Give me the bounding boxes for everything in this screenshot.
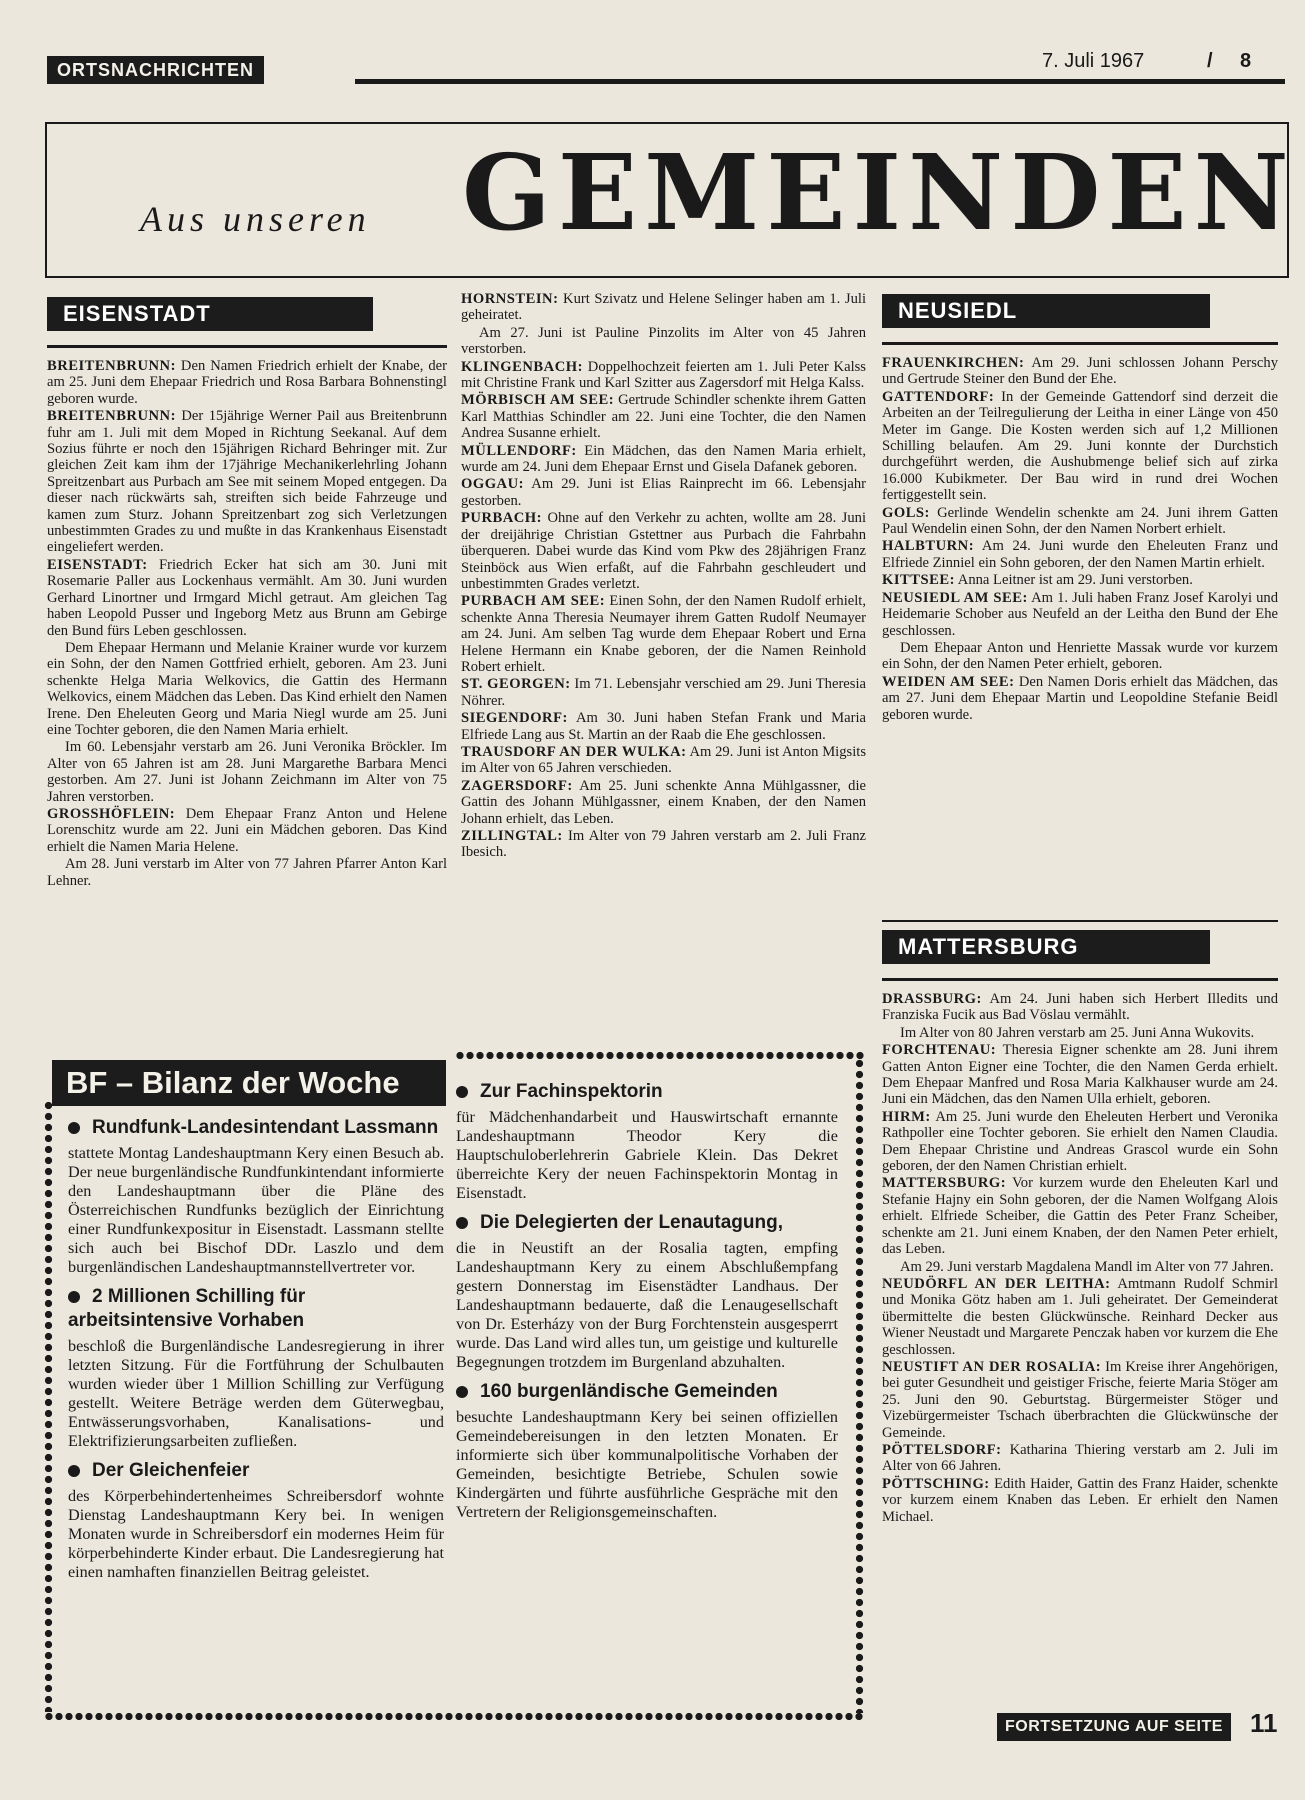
place-name: DRASSBURG:	[882, 991, 982, 1007]
place-name: TRAUSDORF AN DER WULKA:	[461, 743, 687, 760]
news-text: Im Kreise ihrer Angehörigen, bei guter Gesundheit und geistiger Frische, feierte Maria Stöger am 25. Juni den 90. Geburtstag. Bürgermeister Stöger und Vizebürgermeister Tschach überbrachten die Glückwünsche der Gemeinde.	[882, 1358, 1278, 1441]
bf-item-heading	[456, 1211, 838, 1235]
bf-heading-text: Zur Fachinspektorin	[480, 1081, 663, 1102]
neusiedl-item	[882, 355, 1278, 388]
section-heading-neusiedl: NEUSIEDL	[882, 294, 1210, 328]
mattersburg-item	[882, 1025, 1278, 1041]
mattersburg-item	[882, 1175, 1278, 1257]
section-heading-mattersburg: MATTERSBURG	[882, 930, 1210, 964]
mattersburg-item	[882, 1359, 1278, 1441]
bf-heading-text: Die Delegierten der Lenautagung,	[480, 1212, 783, 1233]
neusiedl-item	[882, 389, 1278, 504]
news-text: In der Gemeinde Gattendorf sind derzeit die Arbeiten an der Teilregulierung der Leitha in einer Länge von 450 Meter im Gange. Die Kosten werden sich auf 1,2 Millionen Schilling belaufen. Am 29. Juni konnte der Durchstich durchgeführt werden, die Aushubmenge belief sich auf zirka 16.000 Kubikmeter. Der Bau wird in rund drei Wochen fertiggestellt sein.	[882, 388, 1278, 504]
bf-item-heading	[456, 1380, 838, 1404]
place-name: SIEGENDORF:	[461, 710, 568, 727]
bf-item-heading	[68, 1116, 444, 1140]
column-middle	[461, 291, 866, 862]
middle-item	[461, 476, 866, 509]
banner-title: GEMEINDEN	[462, 131, 1296, 254]
eisenstadt-item	[47, 806, 447, 855]
news-text: Am 24. Juni wurde den Eheleuten Franz und Elfriede Zinniel ein Sohn geboren, der den Namen Martin erhielt.	[882, 538, 1278, 571]
place-name: ST. GEORGEN:	[461, 676, 571, 693]
middle-item	[461, 828, 866, 861]
place-name: PURBACH AM SEE:	[461, 593, 606, 610]
news-text: Am 29. Juni schlossen Johann Perschy und Gertrude Steiner den Bund der Ehe.	[882, 355, 1278, 388]
news-text: Am 29. Juni ist Anton Migsits im Alter von 65 Jahren verschieden.	[461, 743, 866, 777]
header-separator: /	[1207, 50, 1213, 72]
eisenstadt-item	[47, 739, 447, 805]
bullet-icon	[68, 1465, 80, 1477]
bf-heading-text: Rundfunk-Landesintendant Lassmann	[92, 1117, 439, 1138]
mattersburg-item	[882, 1259, 1278, 1275]
banner-subtitle: Aus unseren	[140, 199, 371, 239]
place-name: HALBTURN:	[882, 538, 975, 555]
bf-item-text: die in Neustift an der Rosalia tagten, empfing Landeshauptmann Kery zu einem Abschlußempfang gestern Donnerstag im Eisenstädter Landhaus. Der Landeshauptmann bedauerte, daß die Lenaugesellschaft von Dr. Esterházy von der Burg Forchtenstein ausgesperrt wurde. Das Land wird alles tun, um geistige und kulturelle Begegnungen trotzdem im Burgenland abzuhalten.	[456, 1239, 838, 1371]
news-text: Am 29. Juni verstarb Magdalena Mandl im Alter von 77 Jahren.	[900, 1258, 1274, 1275]
middle-item	[461, 710, 866, 743]
place-name: EISENSTADT:	[47, 556, 148, 573]
place-name: WEIDEN AM SEE:	[882, 673, 1015, 690]
place-name: OGGAU:	[461, 476, 524, 493]
news-text: Dem Ehepaar Anton und Henriette Massak wurde vor kurzem ein Sohn, der den Namen Peter erhielt, geboren.	[882, 639, 1278, 673]
bf-right-column	[456, 1072, 838, 1522]
neusiedl-item	[882, 505, 1278, 538]
section-heading-eisenstadt: EISENSTADT	[47, 297, 373, 331]
bullet-icon	[68, 1291, 80, 1303]
section-rule	[882, 978, 1278, 981]
news-text: Am 25. Juni schenkte Anna Mühlgassner, die Gattin des Johann Mühlgassner, einem Knaben, der den Namen Johann erhielt, das Leben.	[461, 777, 866, 827]
bf-box-title: BF – Bilanz der Woche	[52, 1060, 446, 1106]
middle-item	[461, 443, 866, 476]
place-name: PÖTTELSDORF:	[882, 1441, 1002, 1458]
news-text: Im Alter von 79 Jahren verstarb am 2. Juli Franz Ibesich.	[461, 828, 866, 861]
place-name: ZAGERSDORF:	[461, 777, 573, 794]
place-name: PÖTTSCHING:	[882, 1475, 990, 1492]
middle-item	[461, 744, 866, 777]
news-text: Einen Sohn, der den Namen Rudolf erhielt, schenkte Anna Theresia Neumayer ihrem Gatten Rudolf Neumayer am 24. Juni. Am selben Tag wurde dem Ehepaar Robert und Erna Helene Hermann ein Knabe geboren, der die Namen Reinhold Robert erhielt.	[461, 593, 866, 675]
column-neusiedl	[882, 294, 1278, 724]
mattersburg-item	[882, 1476, 1278, 1525]
news-text: Am 1. Juli haben Franz Josef Karolyi und Heidemarie Schober aus Neufeld an der Leitha den Bund der Ehe geschlossen.	[882, 589, 1279, 639]
eisenstadt-item	[47, 408, 447, 556]
bf-item-text: für Mädchenhandarbeit und Hauswirtschaft ernannte Landeshauptmann Theodor Kery die Hauptschuloberlehrerin Gabriele Klein. Das Dekret überreichte Kery der neuen Fachinspektorin Montag in Eisenstadt.	[456, 1108, 838, 1202]
middle-item	[461, 510, 866, 592]
place-name: GATTENDORF:	[882, 388, 995, 405]
news-text: Kurt Szivatz und Helene Selinger haben am 1. Juli geheiratet.	[461, 291, 866, 324]
mattersburg-item	[882, 1042, 1278, 1108]
place-name: PURBACH:	[461, 510, 543, 527]
news-text: Am 30. Juni haben Stefan Frank und Maria Elfriede Lang aus St. Martin an der Raab die Ehe geschlossen.	[461, 710, 866, 743]
mattersburg-item	[882, 991, 1278, 1024]
news-text: Katharina Thiering verstarb am 2. Juli im Alter von 66 Jahren.	[882, 1441, 1278, 1475]
continuation-note: FORTSETZUNG AUF SEITE	[997, 1713, 1231, 1741]
place-name: NEUSIEDL AM SEE:	[882, 589, 1028, 606]
bf-box-border-right	[855, 1058, 864, 1713]
bf-item-heading	[68, 1459, 444, 1483]
news-text: Im 71. Lebensjahr verschied am 29. Juni Theresia Nöhrer.	[461, 676, 866, 709]
bf-item-heading	[68, 1285, 444, 1333]
neusiedl-item	[882, 590, 1278, 639]
place-name: GOLS:	[882, 504, 930, 521]
eisenstadt-item	[47, 856, 447, 889]
bullet-icon	[456, 1217, 468, 1229]
news-text: Am 25. Juni wurde den Eheleuten Herbert und Veronika Rathpoller eine Tochter geboren. Sie erhielt den Namen Claudia. Dem Ehepaar Christine und Andreas Grascol wurde ein Sohn geboren, der den Namen Christian erhielt.	[882, 1108, 1278, 1175]
news-text: Am 28. Juni verstarb im Alter von 77 Jahren Pfarrer Anton Karl Lehner.	[47, 856, 447, 889]
bf-item-heading	[456, 1080, 838, 1104]
column-eisenstadt	[47, 297, 447, 890]
news-text: Friedrich Ecker hat sich am 30. Juni mit Rosemarie Paller aus Lockenhaus vermählt. Am 30. Juni wurden Gerhard Linortner und Irmgard Michl getraut. Am gleichen Tag haben Leopold Pusser und Ingeborg Metz aus Brunn am Gebirge den Bund fürs Leben geschlossen.	[47, 556, 447, 639]
place-name: HORNSTEIN:	[461, 291, 559, 307]
bf-heading-text: Der Gleichenfeier	[92, 1460, 250, 1481]
bullet-icon	[456, 1386, 468, 1398]
news-text: Edith Haider, Gattin des Franz Haider, schenkte vor kurzem einem Knaben das Leben. Er erhielt den Namen Michael.	[882, 1475, 1278, 1525]
place-name: GROSSHÖFLEIN:	[47, 805, 176, 822]
bf-heading-text: 2 Millionen Schilling für arbeitsintensive Vorhaben	[68, 1286, 306, 1331]
bf-box-border-bottom	[44, 1712, 864, 1721]
bf-heading-text: 160 burgenländische Gemeinden	[480, 1381, 778, 1402]
news-text: Theresia Eigner schenkte am 28. Juni ihrem Gatten Anton Eigner eine Tochter, die den Namen Gerda erhielt. Dem Ehepaar Manfred und Rosa Maria Kalkhauser wurde am 24. Juni ein Mädchen, das den Namen Ulla erhielt, geboren.	[882, 1042, 1278, 1108]
middle-item	[461, 778, 866, 827]
neusiedl-item	[882, 640, 1278, 673]
news-text: Amtmann Rudolf Schmirl und Monika Götz haben am 1. Juli geheiratet. Der Gemeinderat übermittelte die besten Glückwünsche. Reinhard Decker aus Wiener Neustadt und Margarete Penczak haben vor kurzem die Ehe geschlossen.	[882, 1275, 1278, 1358]
news-text: Ein Mädchen, das den Namen Maria erhielt, wurde am 24. Juni dem Ehepaar Ernst und Gisela Dafanek geboren.	[461, 442, 866, 476]
place-name: MATTERSBURG:	[882, 1175, 1007, 1192]
continuation-page: 11	[1250, 1708, 1278, 1738]
place-name: FORCHTENAU:	[882, 1042, 997, 1059]
mattersburg-item	[882, 1276, 1278, 1358]
place-name: KLINGENBACH:	[461, 358, 583, 375]
place-name: BREITENBRUNN:	[47, 358, 176, 374]
neusiedl-item	[882, 674, 1278, 723]
place-name: MÖRBISCH AM SEE:	[461, 392, 615, 409]
news-text: Den Namen Doris erhielt das Mädchen, das am 27. Juni dem Ehepaar Martin und Leopoldine Stefanie Beidl geboren wurde.	[882, 673, 1278, 723]
bf-item-text: besuchte Landeshauptmann Kery bei seinen offiziellen Gemeindebereisungen in den letzten Monaten. Er informierte sich über kommunalpolitische Vorhaben der Gemeinden, besichtigte Betriebe, Schulen sowie Kindergärten und führte ausführliche Gespräche mit den Vertretern der Religionsgemeinschaften.	[456, 1408, 838, 1521]
place-name: NEUDÖRFL AN DER LEITHA:	[882, 1275, 1111, 1292]
bf-item-text: stattete Montag Landeshauptmann Kery einen Besuch ab. Der neue burgenländische Rundfunkintendant informierte den Landeshauptmann über die Pläne des Österreichischen Rundfunks bezüglich der Einrichtung einer Rundfunkexpositur in Eisenstadt. Lassmann stellte sich auch bei Bischof DDr. Laszlo und dem burgenländischen Landeshauptmannstellvertreter vor.	[68, 1144, 444, 1276]
eisenstadt-item	[47, 358, 447, 407]
middle-item	[461, 593, 866, 675]
place-name: MÜLLENDORF:	[461, 442, 577, 459]
neusiedl-item	[882, 538, 1278, 571]
bf-left-column	[68, 1108, 444, 1582]
eisenstadt-item	[47, 640, 447, 738]
place-name: FRAUENKIRCHEN:	[882, 355, 1025, 371]
news-text: Anna Leitner ist am 29. Juni verstorben.	[954, 572, 1193, 589]
bullet-icon	[456, 1086, 468, 1098]
bullet-icon	[68, 1122, 80, 1134]
place-name: BREITENBRUNN:	[47, 408, 176, 425]
middle-item	[461, 676, 866, 709]
section-rule	[882, 342, 1278, 345]
middle-item	[461, 291, 866, 324]
section-rule	[882, 920, 1278, 922]
eisenstadt-item	[47, 557, 447, 639]
news-text: Dem Ehepaar Franz Anton und Helene Lorenschitz wurde am 22. Juni ein Mädchen geboren. Das Kind erhielt die Namen Maria Helene.	[47, 805, 447, 855]
bf-item-text: beschloß die Burgenländische Landesregierung in ihrer letzten Sitzung. Für die Fortführung der Schulbauten wurden wieder über 1 Million Schilling zur Verfügung gestellt. Weitere Beträge werden dem Güterwegbau, Entwässerungsvorhaben, Kanalisations- und Elektrifizierungsarbeiten zufließen.	[68, 1337, 444, 1450]
news-text: Am 24. Juni haben sich Herbert Illedits und Franziska Fucik aus Bad Vöslau vermählt.	[882, 991, 1278, 1024]
bf-box-border-left	[44, 1100, 53, 1712]
place-name: HIRM:	[882, 1108, 931, 1125]
news-text: Gertrude Schindler schenkte ihrem Gatten Karl Matthias Schindler am 22. Juni eine Tochter, die den Namen Andrea Susanne erhielt.	[461, 392, 866, 442]
place-name: KITTSEE:	[882, 572, 955, 589]
bf-box-border-top	[455, 1051, 865, 1060]
news-text: Im 60. Lebensjahr verstarb am 26. Juni Veronika Bröckler. Im Alter von 65 Jahren ist am 28. Juni Margarethe Barbara Menci gestorben. Am 27. Juni ist Johann Zeichmann im Alter von 75 Jahren verstorben.	[47, 739, 447, 805]
header-page-number: 8	[1240, 50, 1252, 72]
mattersburg-item	[882, 1109, 1278, 1175]
place-name: NEUSTIFT AN DER ROSALIA:	[882, 1358, 1102, 1375]
middle-item	[461, 325, 866, 358]
news-text: Vor kurzem wurde den Eheleuten Karl und Stefanie Hajny ein Sohn geboren, der die Namen Wolfgang Alois erhielt. Elfriede Scheiber, die Gattin des Peter Franz Scheiber, schenkte am 21. Juni einem Knaben, der den Namen Peter erhielt, das Leben.	[882, 1175, 1278, 1258]
section-rule	[47, 345, 447, 348]
mattersburg-item	[882, 1442, 1278, 1475]
news-text: Doppelhochzeit feierten am 1. Juli Peter Kalss mit Christine Frank und Karl Szitter aus Zagersdorf mit Helga Kalss.	[461, 358, 866, 392]
bf-item-text: des Körperbehindertenheimes Schreibersdorf wohnte Dienstag Landeshauptmann Kery bei. In wenigen Monaten wurde in Schreibersdorf ein modernes Heim für körperbehinderte Kinder erbaut. Die Landesregierung hat einen namhaften finanziellen Beitrag geleistet.	[68, 1487, 444, 1581]
news-text: Der 15jährige Werner Pail aus Breitenbrunn fuhr am 1. Juli mit dem Moped in Richtung Seekanal. Auf dem Sozius führte er noch den 15jährigen Richard Behringer mit. Zur gleichen Zeit kam ihm der 17jährige Mechanikerlehrling Johann Spreitzenbart aus Purbach am See mit seinem Moped entgegen. Da dieser nach rückwärts sah, streiften sich beide Fahrzeuge und kamen zum Sturz. Johann Spreitzenbart zog sich Verletzungen unbestimmten Grades zu und mußte in das Krankenhaus Eisenstadt eingeliefert werden.	[47, 408, 447, 556]
news-text: Am 27. Juni ist Pauline Pinzolits im Alter von 45 Jahren verstorben.	[461, 324, 866, 358]
place-name: ZILLINGTAL:	[461, 828, 563, 844]
middle-item	[461, 392, 866, 441]
header-date: 7. Juli 1967	[1042, 50, 1145, 72]
news-text: Am 29. Juni ist Elias Rainprecht im 66. Lebensjahr gestorben.	[461, 476, 866, 509]
section-label: ORTSNACHRICHTEN	[47, 56, 264, 84]
news-text: Im Alter von 80 Jahren verstarb am 25. Juni Anna Wukovits.	[900, 1024, 1255, 1041]
middle-item	[461, 359, 866, 392]
header-rule	[355, 79, 1285, 84]
neusiedl-item	[882, 572, 1278, 588]
news-text: Ohne auf den Verkehr zu achten, wollte am 28. Juni der dreijährige Christian Gstettner aus Purbach die Fahrbahn überqueren. Dabei wurde das Kind vom Pkw des 28jährigen Franz Steinböck aus Wien erfaßt, auf die Fahrbahn geschleudert und unbestimmten Grades verletzt.	[461, 510, 866, 592]
column-mattersburg	[882, 920, 1278, 1526]
news-text: Dem Ehepaar Hermann und Melanie Krainer wurde vor kurzem ein Sohn, der den Namen Gottfried erhielt, geboren. Am 23. Juni schenkte Helga Maria Welkovics, die Gattin des Hermann Welkovics, einem Mädchen das Leben. Das Kind erhielt den Namen Irene. Den Eheleuten Georg und Maria Niegl wurde am 25. Juni eine Tochter geboren, die den Namen Maria erhielt.	[47, 639, 447, 738]
news-text: Gerlinde Wendelin schenkte am 24. Juni ihrem Gatten Paul Wendelin einen Sohn, der den Namen Norbert erhielt.	[882, 504, 1278, 538]
news-text: Den Namen Friedrich erhielt der Knabe, der am 25. Juni dem Ehepaar Friedrich und Rosa Barbara Bohnenstingl geboren wurde.	[47, 358, 447, 407]
